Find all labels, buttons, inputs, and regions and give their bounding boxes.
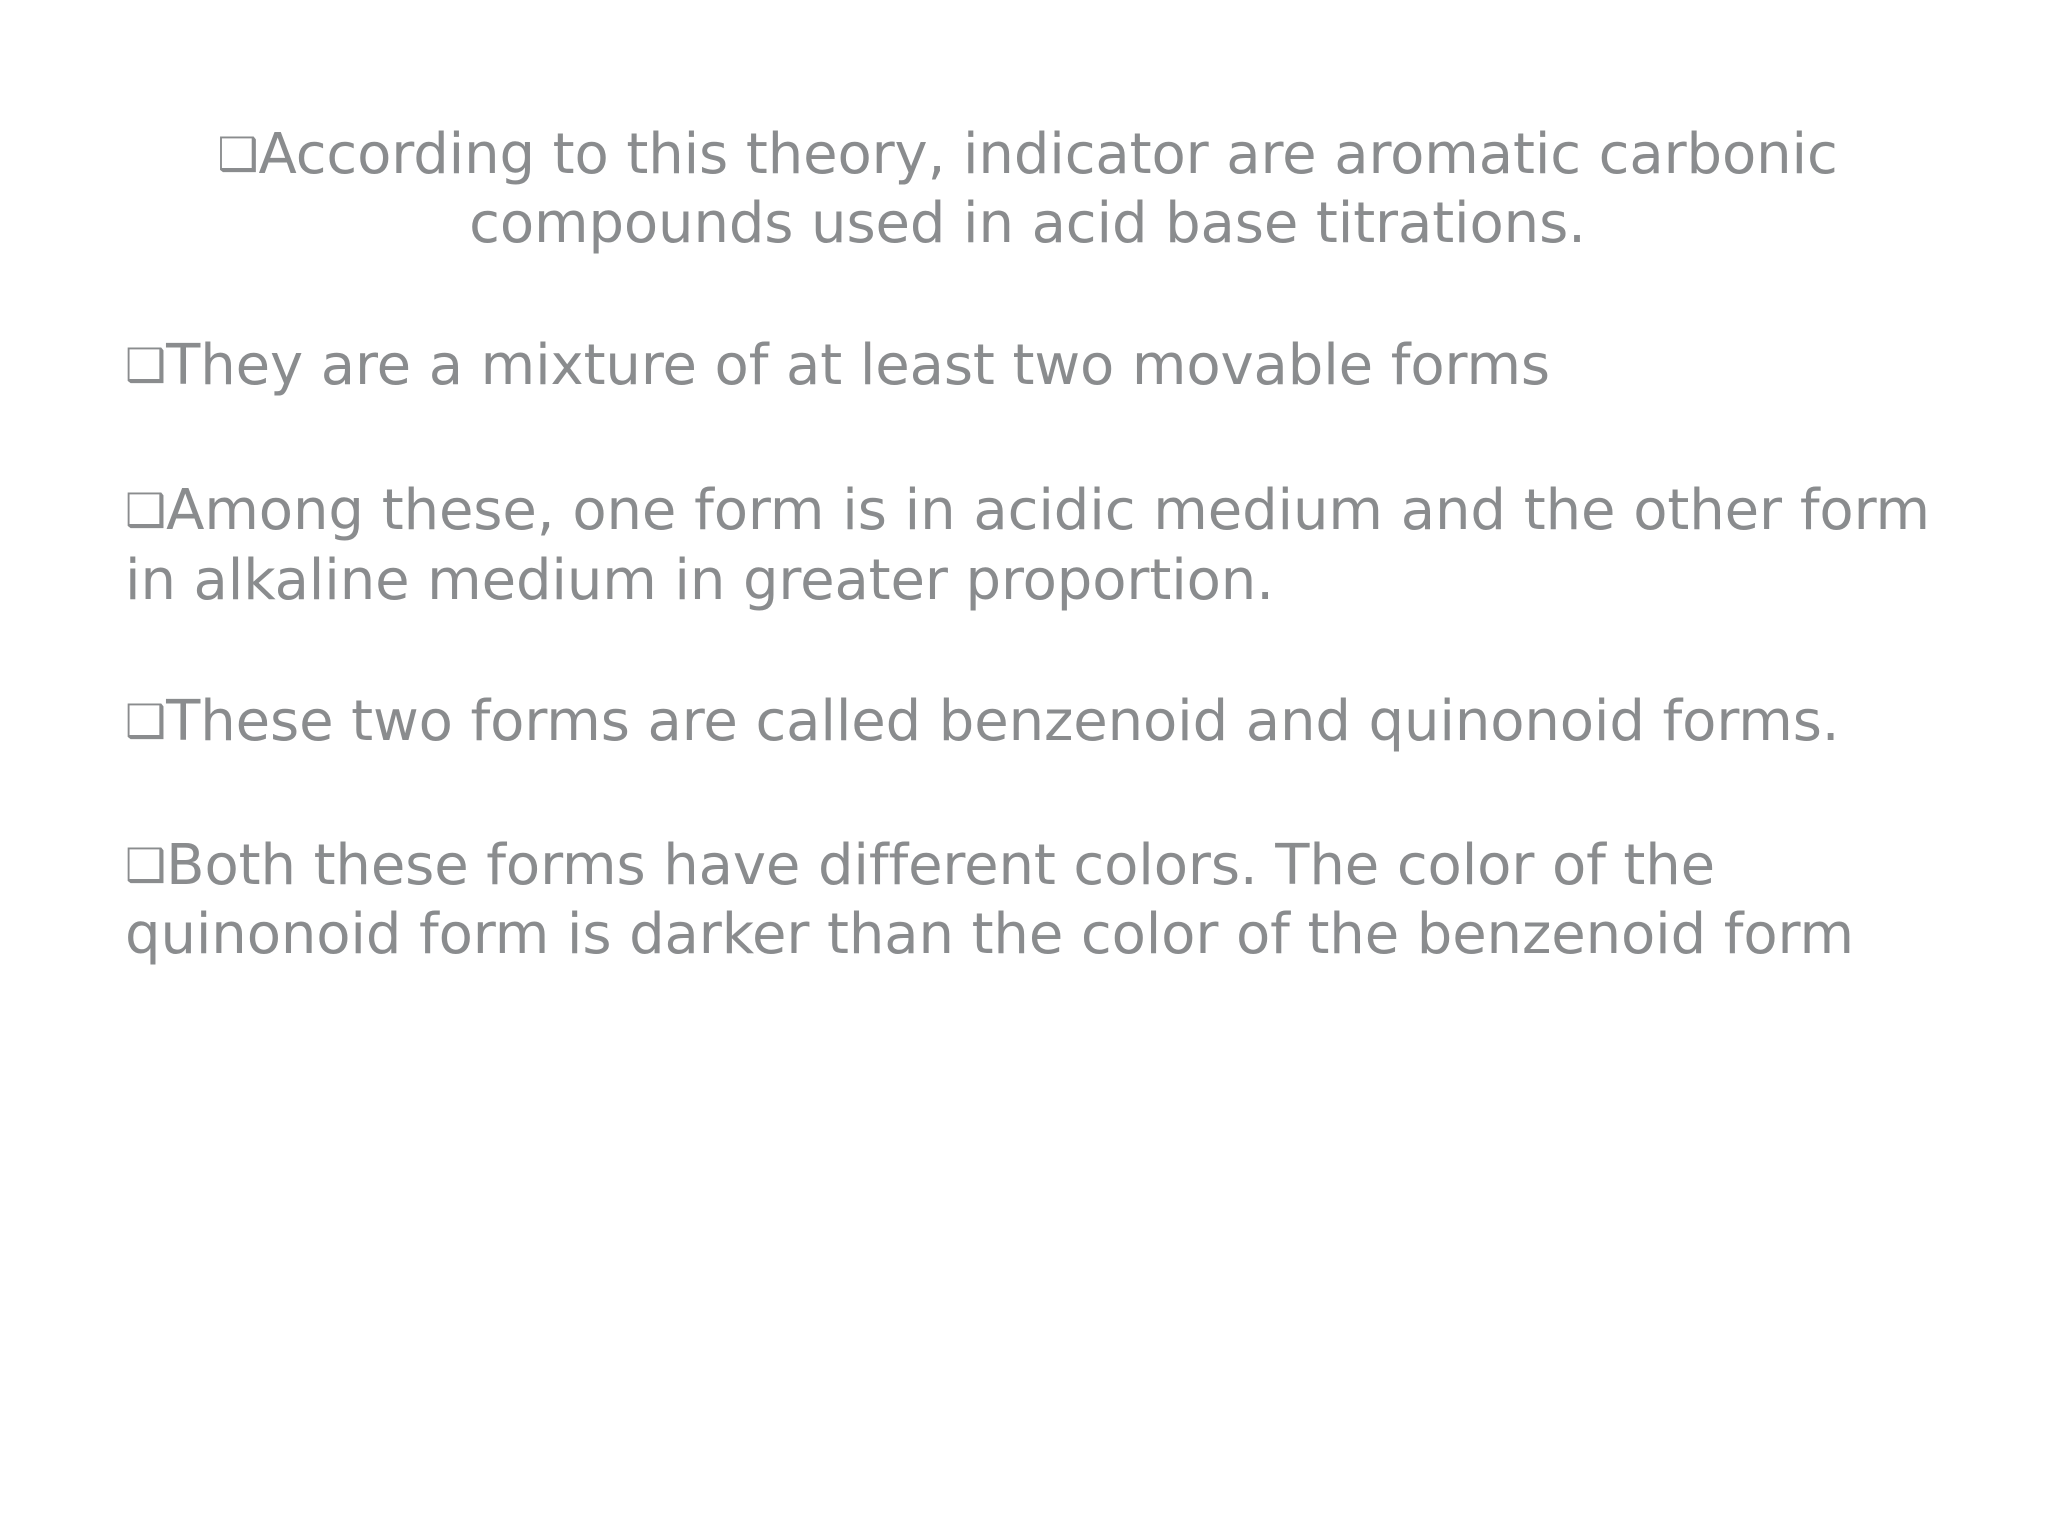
list-item bbox=[125, 120, 1930, 259]
square-bullet-icon: ❑ bbox=[125, 694, 167, 749]
list-item bbox=[125, 831, 1930, 970]
square-bullet-icon: ❑ bbox=[125, 337, 167, 392]
square-bullet-icon: ❑ bbox=[217, 127, 259, 181]
square-bullet-icon: ❑ bbox=[125, 837, 167, 892]
list-item bbox=[125, 476, 1930, 615]
list-item bbox=[125, 687, 1930, 756]
bullet-list bbox=[125, 120, 1930, 970]
list-item-text: According to this theory, indicator are aromatic carbonic compounds used in acid base titrations. bbox=[258, 122, 1838, 257]
list-item-text: They are a mixture of at least two movable forms bbox=[166, 332, 1550, 398]
list-item-text: These two forms are called benzenoid and quinonoid forms. bbox=[166, 689, 1840, 755]
list-item bbox=[125, 331, 1930, 400]
list-item-text: Both these forms have different colors. The color of the quinonoid form is darker than the color of the benzenoid form bbox=[125, 832, 1854, 968]
list-item-text: Among these, one form is in acidic medium and the other form in alkaline medium in greater proportion. bbox=[125, 478, 1930, 613]
square-bullet-icon: ❑ bbox=[125, 483, 167, 538]
